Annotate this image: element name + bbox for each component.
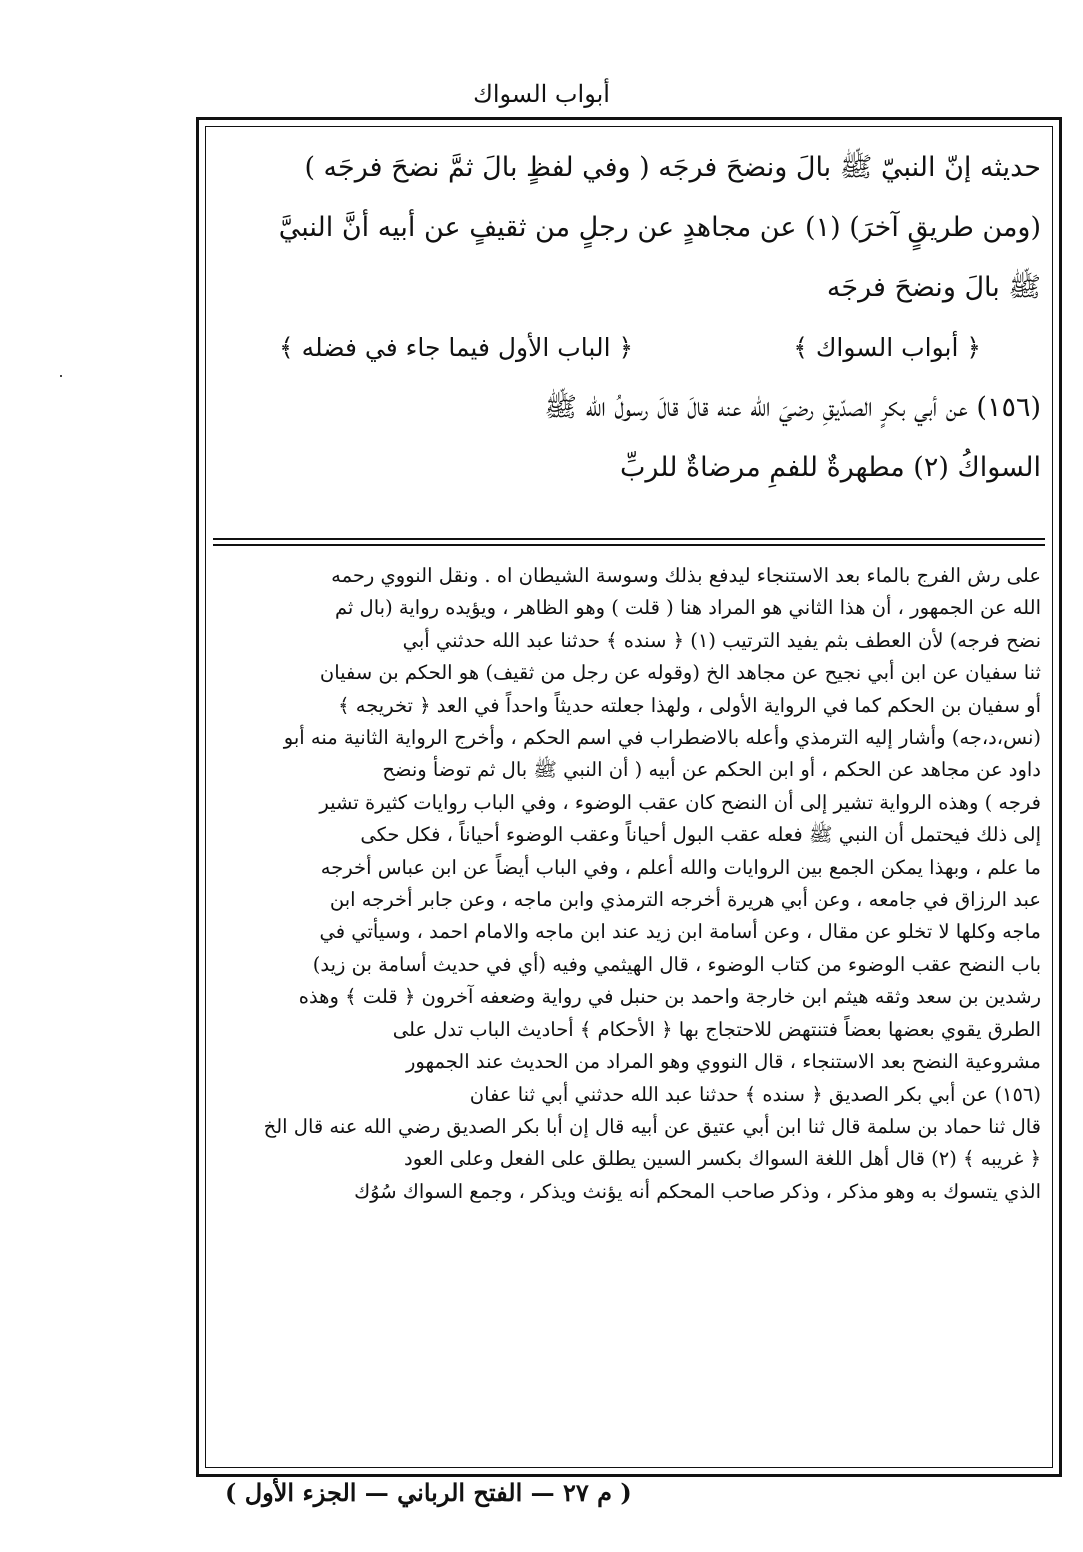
commentary-line: فرجه ) وهذه الرواية تشير إلى أن النضح كان عقب الوضوء ، وفي الباب روايات كثيرة تشير [319, 790, 1041, 814]
commentary-line: على رش الفرج بالماء بعد الاستنجاء ليدفع بذلك وسوسة الشيطان اه . ونقل النووي رحمه [331, 564, 1041, 587]
commentary-line: باب النضح عقب الوضوء من كتاب الوضوء ، قال الهيثمي وفيه (أي في حديث أسامة بن زيد) [312, 952, 1041, 976]
commentary-line: عبد الرزاق في جامعه ، وعن أبي هريرة أخرجه الترمذي وابن ماجه ، وعن جابر أخرجه ابن [329, 888, 1041, 912]
commentary-line: إلى ذلك فيحتمل أن النبي ﷺ فعله عقب البول أحياناً وعقب الوضوء أحياناً ، فكل حكى [360, 823, 1041, 847]
hadith-line: السواكُ (٢) مطهرةٌ للفمِ مرضاةٌ للربِّ [619, 452, 1041, 483]
matn-line: (ومن طريقٍ آخرَ) (١) عن مجاهدٍ عن رجلٍ من ثقيفٍ عن أبيه أنَّ النبيَّ [278, 212, 1041, 243]
commentary-line: ماجه وكلها لا تخلو عن مقال ، وعن أسامة ابن زيد عند ابن ماجه والامام احمد ، وسيأتي في [319, 920, 1041, 944]
stray-mark [60, 375, 62, 377]
matn-line: حديثه إنّ النبيّ ﷺ بالَ ونضحَ فرجَه ( وفي لفظٍ بالَ ثمَّ نضحَ فرجَه ) [304, 152, 1041, 183]
page-footer: ( م ٢٧ — الفتح الرباني — الجزء الأول ) [225, 1478, 632, 1507]
commentary-line: ﴿ غريبه ﴾ (٢) قال أهل اللغة السواك بكسر السين يطلق على الفعل وعلى العود [404, 1147, 1041, 1171]
chapter-heading [219, 318, 1041, 378]
commentary-line: قال ثنا حماد بن سلمة قال ثنا ابن أبي عتيق عن أبيه قال إن أبا بكر الصديق رضي الله عنه قال الخ [263, 1114, 1041, 1138]
commentary-line: ما علم ، وبهذا يمكن الجمع بين الروايات والله أعلم ، وفي الباب أيضاً عن ابن عباس أخرجه [320, 855, 1041, 879]
commentary-line: الذي يتسوك به وهو مذكر ، وذكر صاحب المحكم أنه يؤنث ويذكر ، وجمع السواك سُوُك [354, 1179, 1041, 1203]
commentary-line: الله عن الجمهور ، أن هذا الثاني هو المراد هنا ( قلت ) وهو الظاهر ، ويؤيده رواية (بال ثم [334, 596, 1041, 620]
page-frame [196, 117, 1062, 1477]
commentary-line: (نس،د،جه) وأشار إليه الترمذي وأعله بالاضطراب في اسم الحكم ، وأخرج الرواية الثانية منه أبو [283, 726, 1041, 750]
section-title: ﴿ الباب الأول فيما جاء في فضله ﴾ [279, 333, 634, 362]
commentary-line: أو سفيان بن الحكم كما في الرواية الأولى ، ولهذا جعلته حديثاً واحداً في العد ﴿ تخريجه ﴾ [338, 693, 1041, 717]
commentary-line: نضح فرجه) لأن العطف بثم يفيد الترتيب (١) ﴿ سنده ﴾ حدثنا عبد الله حدثني أبي [402, 628, 1041, 652]
commentary-line: مشروعية النضح بعد الاستنجاء ، قال النووي وهو المراد من الحديث عند الجمهور [405, 1050, 1041, 1074]
hadith-line: (١٥٦) عن أبي بكرٍ الصدّيقِ رضيَ الله عنه قالَ قالَ رسولُ الله ﷺ [544, 392, 1041, 423]
section-divider [213, 538, 1045, 546]
commentary-line: (١٥٦) عن أبي بكر الصديق ﴿ سنده ﴾ حدثنا عبد الله حدثني أبي ثنا عفان [469, 1082, 1041, 1106]
hadith-text-block [219, 138, 1041, 498]
page-header: أبواب السواك [473, 80, 610, 108]
commentary-line: الطرق يقوي بعضها بعضاً فتنتهض للاحتجاج بها ﴿ الأحكام ﴾ أحاديث الباب تدل على [392, 1017, 1041, 1041]
commentary-block [217, 560, 1041, 1208]
matn-line: ﷺ بالَ ونضحَ فرجَه [826, 272, 1041, 303]
commentary-line: داود عن مجاهد عن الحكم ، أو ابن الحكم عن أبيه ( أن النبي ﷺ بال ثم توضأ ونضح [382, 758, 1041, 782]
chapter-title: ﴿ أبواب السواك ﴾ [793, 333, 981, 362]
commentary-line: رشدين بن سعد وثقه هيثم ابن خارجة واحمد بن حنبل في رواية وضعفه آخرون ﴿ قلت ﴾ وهذه [298, 985, 1041, 1009]
commentary-line: ثنا سفيان عن ابن أبي نجيح عن مجاهد الخ (وقوله عن رجل من ثقيف) هو الحكم بن سفيان [319, 661, 1041, 685]
